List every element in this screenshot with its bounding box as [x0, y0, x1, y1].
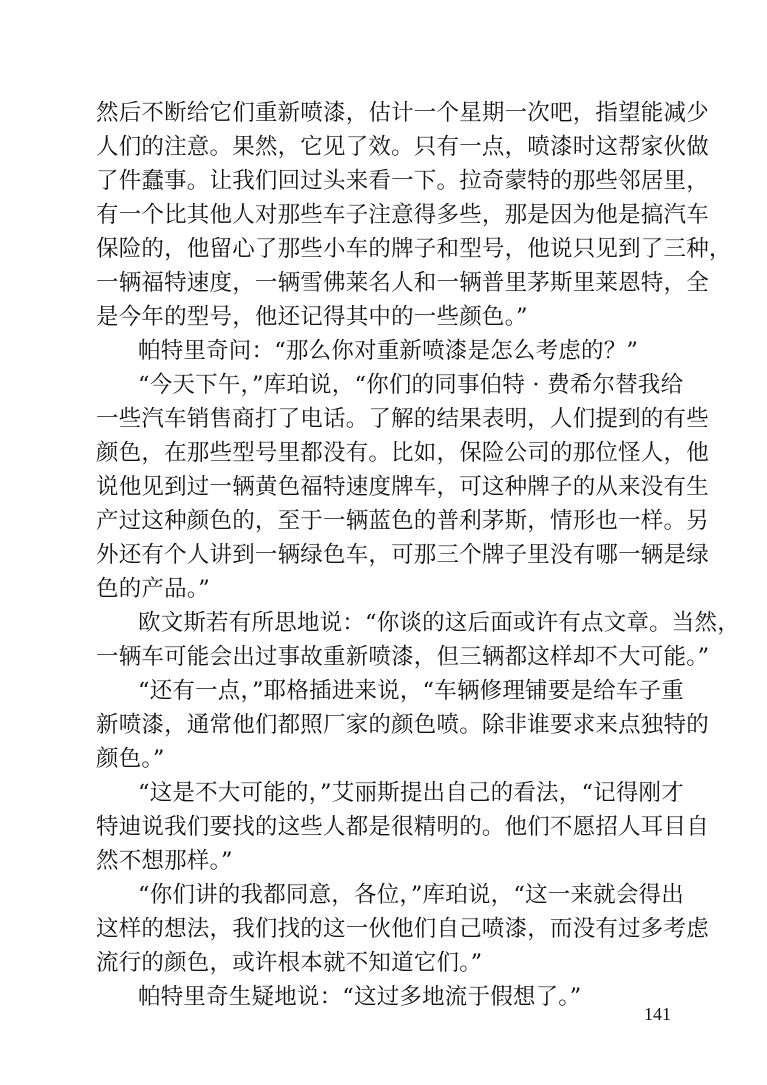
text-line: 特迪说我们要找的这些人都是很精明的。他们不愿招人耳目自: [96, 814, 709, 840]
page-number: 141: [644, 1004, 671, 1024]
text-line: 然不想那样。”: [96, 848, 233, 874]
text-line: 新喷漆，通常他们都照厂家的颜色喷。除非谁要求来点独特的: [96, 712, 709, 738]
paragraph-first-line: “今天下午，”库珀说，“你们的同事伯特 · 费希尔替我给: [138, 372, 684, 398]
paragraph-first-line: “你们讲的我都同意，各位，”库珀说，“这一来就会得出: [138, 882, 684, 908]
text-line: 有一个比其他人对那些车子注意得多些，那是因为他是搞汽车: [96, 202, 709, 228]
text-line: 颜色。”: [96, 746, 165, 772]
text-line: 这样的想法，我们找的这一伙他们自己喷漆，而没有过多考虑: [96, 916, 709, 942]
text-line: 一辆车可能会出过事故重新喷漆，但三辆都这样却不大可能。”: [96, 644, 710, 670]
text-line: 是今年的型号，他还记得其中的一些颜色。”: [96, 304, 528, 330]
text-line: 一辆福特速度，一辆雪佛莱名人和一辆普里茅斯里莱恩特，全: [96, 270, 709, 296]
text-line: 保险的，他留心了那些小车的牌子和型号，他说只见到了三种，: [96, 236, 732, 262]
paragraph-first-line: 欧文斯若有所思地说：“你谈的这后面或许有点文章。当然，: [138, 610, 740, 636]
text-line: 颜色，在那些型号里都没有。比如，保险公司的那位怪人，他: [96, 440, 709, 466]
paragraph-first-line: 帕特里奇生疑地说：“这过多地流于假想了。”: [138, 984, 582, 1010]
text-line: 色的产品。”: [96, 576, 210, 602]
paragraph-first-line: “还有一点，”耶格插进来说，“车辆修理铺要是给车子重: [138, 678, 684, 704]
text-line: 说他见到过一辆黄色福特速度牌车，可这种牌子的从来没有生: [96, 474, 709, 500]
text-line: 人们的注意。果然，它见了效。只有一点，喷漆时这帮家伙做: [96, 134, 709, 160]
text-line: 产过这种颜色的，至于一辆蓝色的普利茅斯，情形也一样。另: [96, 508, 709, 534]
text-line: 流行的颜色，或许根本就不知道它们。”: [96, 950, 483, 976]
text-line: 一些汽车销售商打了电话。了解的结果表明，人们提到的有些: [96, 406, 709, 432]
paragraph-first-line: 帕特里奇问：“那么你对重新喷漆是怎么考虑的？”: [138, 338, 639, 364]
paragraph-first-line: “这是不大可能的，”艾丽斯提出自己的看法，“记得刚才: [138, 780, 684, 806]
text-line: 外还有个人讲到一辆绿色车，可那三个牌子里没有哪一辆是绿: [96, 542, 709, 568]
text-line: 了件蠢事。让我们回过头来看一下。拉奇蒙特的那些邻居里，: [96, 168, 709, 194]
text-line: 然后不断给它们重新喷漆，估计一个星期一次吧，指望能减少: [96, 100, 709, 126]
